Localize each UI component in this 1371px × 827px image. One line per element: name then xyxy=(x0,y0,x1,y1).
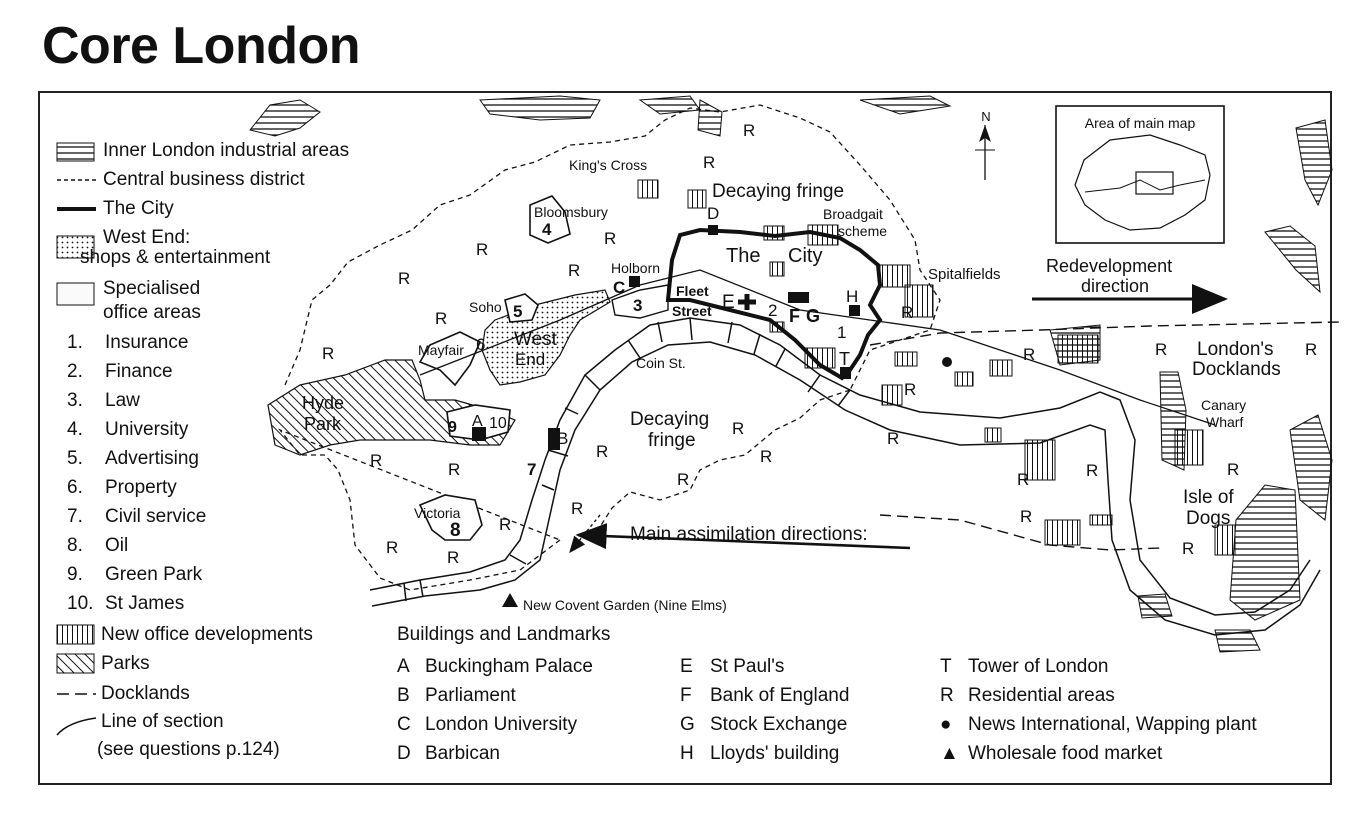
bloomsbury-label: Bloomsbury xyxy=(534,204,608,220)
legend-number-label: Oil xyxy=(105,535,129,556)
legend-new-office-label: New office developments xyxy=(101,624,313,645)
building-label: Stock Exchange xyxy=(710,714,848,735)
letter-a: A xyxy=(472,413,483,430)
legend-number: 10. xyxy=(67,593,94,614)
page-title: Core London xyxy=(42,17,361,75)
cbd-boundary xyxy=(280,105,940,590)
legend-cbd-label: Central business district xyxy=(103,169,305,190)
num-2: 2 xyxy=(768,301,778,320)
buildings-heading: Buildings and Landmarks xyxy=(397,624,611,645)
legend-section-label-1: Line of section xyxy=(101,711,224,732)
legend-parks-swatch xyxy=(57,654,94,673)
r-marker: R xyxy=(904,380,917,399)
num-10: 10 xyxy=(489,415,507,432)
r-marker: R xyxy=(398,269,411,288)
r-marker: R xyxy=(1305,340,1318,359)
letter-d: D xyxy=(707,204,720,223)
num-5: 5 xyxy=(513,302,523,321)
r-marker: R xyxy=(1227,460,1240,479)
legend-parks-label: Parks xyxy=(101,653,150,674)
building-label: Lloyds' building xyxy=(710,743,840,764)
num-6: 6 xyxy=(476,335,486,354)
legend-number-label: Advertising xyxy=(105,448,199,469)
r-marker: R xyxy=(386,538,399,557)
legend-number: 2. xyxy=(67,361,83,382)
covent-garden-label: New Covent Garden (Nine Elms) xyxy=(523,597,727,613)
letter-e: E xyxy=(722,292,735,313)
building-code: R xyxy=(940,685,954,706)
decaying-label-1: Decaying xyxy=(630,409,710,430)
legend-number: 3. xyxy=(67,390,83,411)
r-marker: R xyxy=(1182,539,1195,558)
building-code: G xyxy=(680,714,695,735)
r-marker: R xyxy=(476,240,489,259)
building-label: Barbican xyxy=(425,743,500,764)
legend-city-label: The City xyxy=(103,198,174,219)
broadgait-label-1: Broadgait xyxy=(823,206,883,222)
coin-st-label: Coin St. xyxy=(636,355,686,371)
the-city-label-2: City xyxy=(788,245,823,267)
building-label: Buckingham Palace xyxy=(425,656,593,677)
r-marker: R xyxy=(1017,470,1030,489)
building-label: Residential areas xyxy=(968,685,1115,706)
r-marker: R xyxy=(1020,507,1033,526)
legend-section-label-2: (see questions p.124) xyxy=(97,739,280,760)
building-code: B xyxy=(397,685,410,706)
legend-office-swatch xyxy=(57,283,94,305)
r-marker: R xyxy=(322,344,335,363)
num-8: 8 xyxy=(450,520,461,541)
legend-number-label: Property xyxy=(105,477,177,498)
r-marker: R xyxy=(743,121,756,140)
r-marker: R xyxy=(447,548,460,567)
num-4: 4 xyxy=(542,220,552,239)
north-label: N xyxy=(981,109,991,124)
letter-t: T xyxy=(839,349,850,369)
building-code: ▲ xyxy=(940,743,959,764)
legend-number: 4. xyxy=(67,419,83,440)
r-marker: R xyxy=(677,470,690,489)
legend-number-label: Finance xyxy=(105,361,173,382)
legend-number-label: Insurance xyxy=(105,332,189,353)
letter-c: C xyxy=(613,278,626,297)
building-label: Parliament xyxy=(425,685,516,706)
r-marker: R xyxy=(568,261,581,280)
legend-number: 9. xyxy=(67,564,83,585)
r-marker: R xyxy=(435,309,448,328)
letter-b: B xyxy=(557,429,569,448)
legend-number-label: Green Park xyxy=(105,564,203,585)
legend-west-end-label-1: West End: xyxy=(103,227,191,248)
r-marker: R xyxy=(448,460,461,479)
docklands-label-1: London's xyxy=(1197,339,1274,360)
letter-g: G xyxy=(806,306,821,326)
end-label: End xyxy=(515,350,546,369)
soho-label: Soho xyxy=(469,299,502,315)
isle-label-2: Dogs xyxy=(1186,508,1231,529)
r-marker: R xyxy=(732,419,745,438)
west-label: West xyxy=(514,329,557,350)
the-city-label-1: The xyxy=(726,245,761,267)
legend-number-label: Civil service xyxy=(105,506,207,527)
num-3: 3 xyxy=(633,296,643,315)
building-code: ● xyxy=(940,714,952,735)
legend-industrial-label: Inner London industrial areas xyxy=(103,140,350,161)
building-code: D xyxy=(397,743,411,764)
building-label: London University xyxy=(425,714,578,735)
building-label: St Paul's xyxy=(710,656,785,677)
r-marker: R xyxy=(887,429,900,448)
legend-section-line xyxy=(57,718,96,735)
legend-number: 8. xyxy=(67,535,83,556)
num-1: 1 xyxy=(837,323,847,342)
r-marker: R xyxy=(1023,345,1036,364)
building-code: F xyxy=(680,685,692,706)
broadgait-label-2: scheme xyxy=(838,223,888,239)
r-marker: R xyxy=(1155,340,1168,359)
num-7: 7 xyxy=(527,460,537,479)
letter-f: F xyxy=(789,306,800,326)
legend-number: 1. xyxy=(67,332,83,353)
letter-h: H xyxy=(846,287,859,306)
legend-office-label-1: Specialised xyxy=(103,278,201,299)
r-marker: R xyxy=(499,515,512,534)
building-label: Bank of England xyxy=(710,685,850,706)
redevelopment-label-1: Redevelopment xyxy=(1046,256,1173,276)
assimilation-arrow-2 xyxy=(570,515,600,552)
r-marker: R xyxy=(703,153,716,172)
north-arrow xyxy=(975,125,995,180)
decaying-fringe-north-label: Decaying fringe xyxy=(712,181,845,202)
r-marker: R xyxy=(1086,461,1099,480)
legend-industrial-swatch xyxy=(57,143,94,161)
kings-cross-label: King's Cross xyxy=(569,157,648,173)
legend-new-office-swatch xyxy=(57,625,94,644)
legend-docklands-label: Docklands xyxy=(101,683,190,704)
docklands-label-2: Docklands xyxy=(1192,359,1281,380)
redevelopment-label-2: direction xyxy=(1081,276,1150,296)
r-marker: R xyxy=(571,499,584,518)
legend-number: 7. xyxy=(67,506,83,527)
isle-label-1: Isle of xyxy=(1183,487,1234,508)
legend-number: 5. xyxy=(67,448,83,469)
building-label: Wholesale food market xyxy=(968,743,1163,764)
legend-number-label: Law xyxy=(105,390,140,411)
canary-label-2: Wharf xyxy=(1206,414,1244,430)
legend-office-label-2: office areas xyxy=(103,302,201,323)
legend-number-label: St James xyxy=(105,593,185,614)
building-code: T xyxy=(940,656,952,677)
building-label: News International, Wapping plant xyxy=(968,714,1257,735)
holborn-label: Holborn xyxy=(611,260,661,276)
assimilation-label: Main assimilation directions: xyxy=(630,524,868,545)
inset-title: Area of main map xyxy=(1084,115,1196,131)
street-label: Street xyxy=(672,303,712,319)
r-marker: R xyxy=(370,451,383,470)
canary-label-1: Canary xyxy=(1201,397,1247,413)
r-marker: R xyxy=(760,447,773,466)
building-code: A xyxy=(397,656,410,677)
r-marker: R xyxy=(901,303,914,322)
mayfair-label: Mayfair xyxy=(418,342,464,358)
building-code: H xyxy=(680,743,694,764)
legend-west-end-label-2: shops & entertainment xyxy=(80,247,271,268)
building-code: C xyxy=(397,714,411,735)
building-label: Tower of London xyxy=(968,656,1109,677)
legend-number-label: University xyxy=(105,419,189,440)
spitalfields-label: Spitalfields xyxy=(928,266,1001,283)
r-marker: R xyxy=(604,229,617,248)
victoria-label: Victoria xyxy=(414,505,461,521)
legend-number: 6. xyxy=(67,477,83,498)
wapping-plant-marker xyxy=(942,357,952,367)
r-marker: R xyxy=(596,442,609,461)
fleet-label: Fleet xyxy=(676,283,709,299)
decaying-label-2: fringe xyxy=(648,430,696,451)
park-label: Park xyxy=(304,414,342,434)
hyde-label: Hyde xyxy=(302,393,345,413)
num-9: 9 xyxy=(448,419,457,436)
building-code: E xyxy=(680,656,693,677)
covent-garden-marker xyxy=(502,593,518,607)
